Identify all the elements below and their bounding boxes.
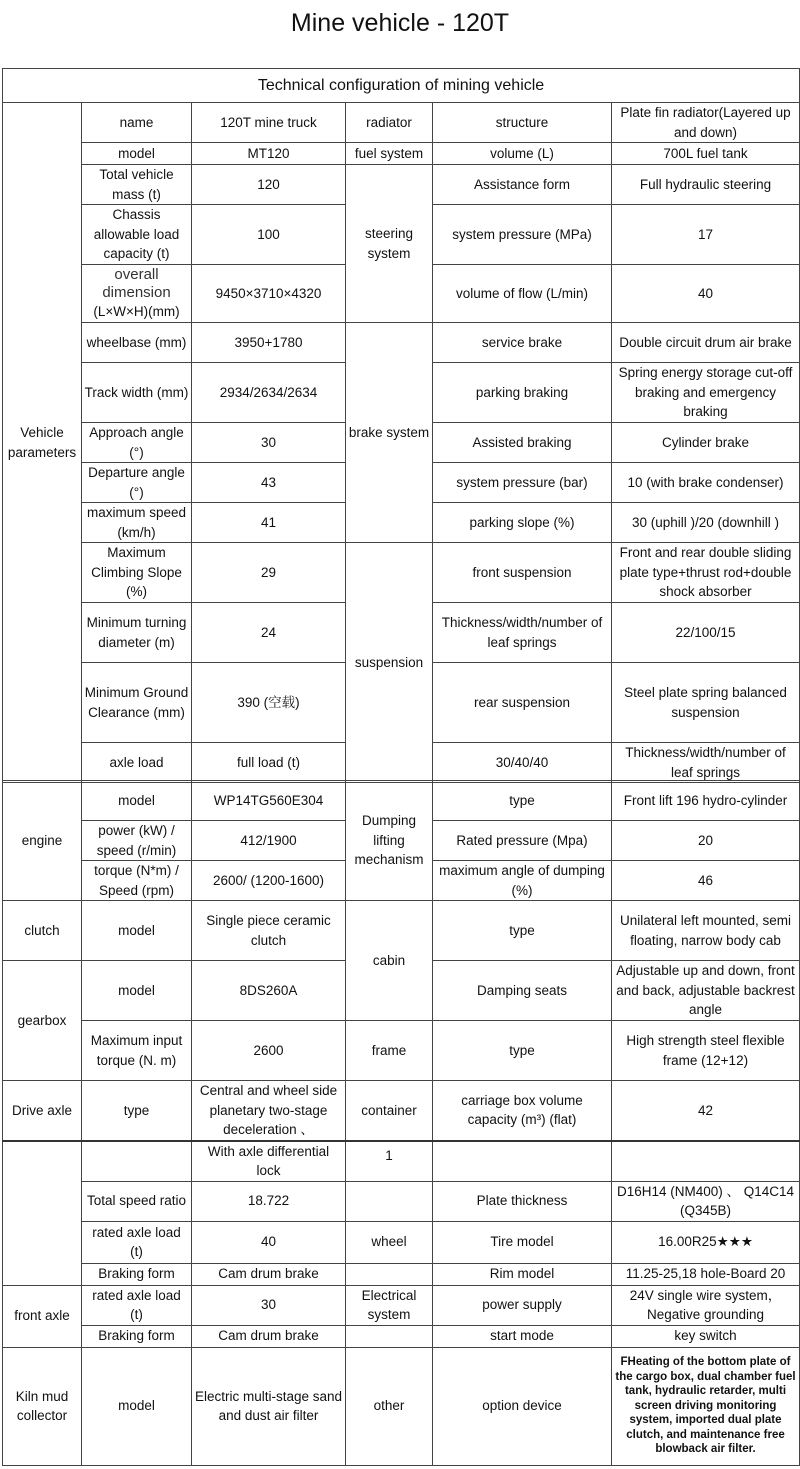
param-value: 2600/ (1200-1600): [192, 861, 346, 901]
item-value: 16.00R25★★★: [612, 1221, 800, 1263]
param-value: 18.722: [192, 1181, 346, 1221]
param-value: 30/40/40: [433, 743, 612, 783]
param-label: name: [82, 103, 192, 143]
param-label: Braking form: [82, 1263, 192, 1285]
item-label: type: [433, 901, 612, 961]
item-label: type: [433, 1021, 612, 1081]
system-label: [346, 1181, 433, 1221]
item-value: 40: [612, 265, 800, 323]
param-label: [82, 265, 192, 323]
param-label: full load (t): [192, 743, 346, 783]
group-front-axle: front axle: [3, 1285, 82, 1347]
param-value: 2600: [192, 1021, 346, 1081]
item-value: FHeating of the bottom plate of the cargo box, dual chamber fuel tank, hydraulic retarder, multi screen driving monitoring system, imported dual plate clutch, and maintenance free blowback air filter.: [612, 1347, 800, 1465]
param-value: 120T mine truck: [192, 103, 346, 143]
item-value: Cylinder brake: [612, 423, 800, 463]
param-value: Single piece ceramic clutch: [192, 901, 346, 961]
system-label: [346, 1263, 433, 1285]
param-label: type: [82, 1081, 192, 1141]
item-label: Assistance form: [433, 165, 612, 205]
item-value: Front lift 196 hydro-cylinder: [612, 781, 800, 821]
group-suspension: suspension: [346, 543, 433, 783]
item-label: carriage box volume capacity (m³) (flat): [433, 1081, 612, 1141]
item-label: Rim model: [433, 1263, 612, 1285]
item-label: Assisted braking: [433, 423, 612, 463]
item-label: front suspension: [433, 543, 612, 603]
param-label: model: [82, 961, 192, 1021]
item-label: service brake: [433, 323, 612, 363]
page-number: 1: [346, 1141, 433, 1182]
param-value: Central and wheel side planetary two-stage deceleration 、: [192, 1081, 346, 1141]
item-label: type: [433, 781, 612, 821]
item-label: volume (L): [433, 143, 612, 165]
param-label: Total vehicle mass (t): [82, 165, 192, 205]
item-label: Rated pressure (Mpa): [433, 821, 612, 861]
param-label: Chassis allowable load capacity (t): [82, 205, 192, 265]
param-label: model: [82, 781, 192, 821]
item-value: 17: [612, 205, 800, 265]
param-label: power (kW) / speed (r/min): [82, 821, 192, 861]
item-label: Plate thickness: [433, 1181, 612, 1221]
system-label: radiator: [346, 103, 433, 143]
spec-table: [2, 68, 800, 783]
param-label: Braking form: [82, 1325, 192, 1347]
item-value: 30 (uphill )/20 (downhill ): [612, 503, 800, 543]
param-value: 3950+1780: [192, 323, 346, 363]
item-label: Damping seats: [433, 961, 612, 1021]
item-value: Spring energy storage cut-off braking and emergency braking: [612, 363, 800, 423]
param-label: Total speed ratio: [82, 1181, 192, 1221]
item-label: structure: [433, 103, 612, 143]
page-title: Mine vehicle - 120T: [290, 9, 510, 37]
item-value: Full hydraulic steering: [612, 165, 800, 205]
item-value: 24V single wire system，Negative grounding: [612, 1285, 800, 1325]
system-label: container: [346, 1081, 433, 1141]
group-engine: engine: [3, 781, 82, 901]
param-value: Cam drum brake: [192, 1263, 346, 1285]
system-label: frame: [346, 1021, 433, 1081]
group-axle-load: axle load: [82, 743, 192, 783]
param-value: Electric multi-stage sand and dust air filter: [192, 1347, 346, 1465]
param-label: Approach angle (°): [82, 423, 192, 463]
param-label: rated axle load (t): [82, 1221, 192, 1263]
param-value: 8DS260A: [192, 961, 346, 1021]
system-label: [346, 1325, 433, 1347]
param-label: Minimum turning diameter (m): [82, 603, 192, 663]
group-clutch: clutch: [3, 901, 82, 961]
item-value: D16H14 (NM400) 、 Q14C14 (Q345B): [612, 1181, 800, 1221]
param-value: 9450×3710×4320: [192, 265, 346, 323]
param-label: Track width (mm): [82, 363, 192, 423]
group-brake-system: brake system: [346, 323, 433, 543]
system-label: other: [346, 1347, 433, 1465]
param-value: 412/1900: [192, 821, 346, 861]
item-label: parking slope (%): [433, 503, 612, 543]
param-value: 100: [192, 205, 346, 265]
param-label: model: [82, 901, 192, 961]
param-value: Cam drum brake: [192, 1325, 346, 1347]
item-value: Adjustable up and down, front and back, adjustable backrest angle: [612, 961, 800, 1021]
item-value: Unilateral left mounted, semi floating, narrow body cab: [612, 901, 800, 961]
spec-table-lower: [2, 780, 800, 1466]
item-value: 700L fuel tank: [612, 143, 800, 165]
group-drive-axle: Drive axle: [3, 1081, 82, 1141]
param-label: [82, 1141, 192, 1182]
item-value: Steel plate spring balanced suspension: [612, 663, 800, 743]
param-label: Minimum Ground Clearance (mm): [82, 663, 192, 743]
param-value: 30: [192, 423, 346, 463]
item-value: 10 (with brake condenser): [612, 463, 800, 503]
param-label: model: [82, 1347, 192, 1465]
item-label: parking braking: [433, 363, 612, 423]
item-label: Thickness/width/number of leaf springs: [612, 743, 800, 783]
item-value: 11.25-25,18 hole-Board 20: [612, 1263, 800, 1285]
item-value: [612, 1141, 800, 1182]
item-value: 42: [612, 1081, 800, 1141]
item-value: 20: [612, 821, 800, 861]
param-label: torque (N*m) / Speed (rpm): [82, 861, 192, 901]
item-label: maximum angle of dumping (%): [433, 861, 612, 901]
param-value: 30: [192, 1285, 346, 1325]
param-value: 41: [192, 503, 346, 543]
item-value: 22/100/15: [612, 603, 800, 663]
item-label: volume of flow (L/min): [433, 265, 612, 323]
group-vehicle-parameters: Vehicle parameters: [3, 103, 82, 783]
param-value: 390 (空载): [192, 663, 346, 743]
group-steering-system: steering system: [346, 165, 433, 323]
item-label: start mode: [433, 1325, 612, 1347]
param-value: 40: [192, 1221, 346, 1263]
group-blank: [3, 1141, 82, 1286]
item-label: Tire model: [433, 1221, 612, 1263]
item-label: power supply: [433, 1285, 612, 1325]
item-label: option device: [433, 1347, 612, 1465]
param-label: Departure angle (°): [82, 463, 192, 503]
table-caption: Technical configuration of mining vehicle: [3, 69, 800, 103]
param-label: maximum speed (km/h): [82, 503, 192, 543]
param-label: Maximum input torque (N. m): [82, 1021, 192, 1081]
param-label: model: [82, 143, 192, 165]
dimension-label: overall dimension: [102, 265, 171, 301]
dimension-unit: (L×W×H)(mm): [93, 303, 180, 319]
param-value: 24: [192, 603, 346, 663]
item-label: Thickness/width/number of leaf springs: [433, 603, 612, 663]
system-label: fuel system: [346, 143, 433, 165]
item-value: High strength steel flexible frame (12+12): [612, 1021, 800, 1081]
param-value: 120: [192, 165, 346, 205]
param-value: 2934/2634/2634: [192, 363, 346, 423]
param-value: 29: [192, 543, 346, 603]
item-label: [433, 1141, 612, 1182]
group-electrical-system: Electrical system: [346, 1285, 433, 1325]
param-value: WP14TG560E304: [192, 781, 346, 821]
param-label: Maximum Climbing Slope (%): [82, 543, 192, 603]
group-cabin: cabin: [346, 901, 433, 1021]
param-label: rated axle load (t): [82, 1285, 192, 1325]
item-value: key switch: [612, 1325, 800, 1347]
item-value: Double circuit drum air brake: [612, 323, 800, 363]
item-value: Plate fin radiator(Layered up and down): [612, 103, 800, 143]
item-label: rear suspension: [433, 663, 612, 743]
param-value: 43: [192, 463, 346, 503]
param-value: With axle differential lock: [192, 1141, 346, 1182]
param-value: MT120: [192, 143, 346, 165]
group-gearbox: gearbox: [3, 961, 82, 1081]
group-dumping-lifting: Dumping lifting mechanism: [346, 781, 433, 901]
group-wheel: wheel: [346, 1221, 433, 1263]
param-label: wheelbase (mm): [82, 323, 192, 363]
item-label: system pressure (bar): [433, 463, 612, 503]
item-value: 46: [612, 861, 800, 901]
item-label: system pressure (MPa): [433, 205, 612, 265]
item-value: Front and rear double sliding plate type+thrust rod+double shock absorber: [612, 543, 800, 603]
group-kiln-mud-collector: Kiln mud collector: [3, 1347, 82, 1465]
